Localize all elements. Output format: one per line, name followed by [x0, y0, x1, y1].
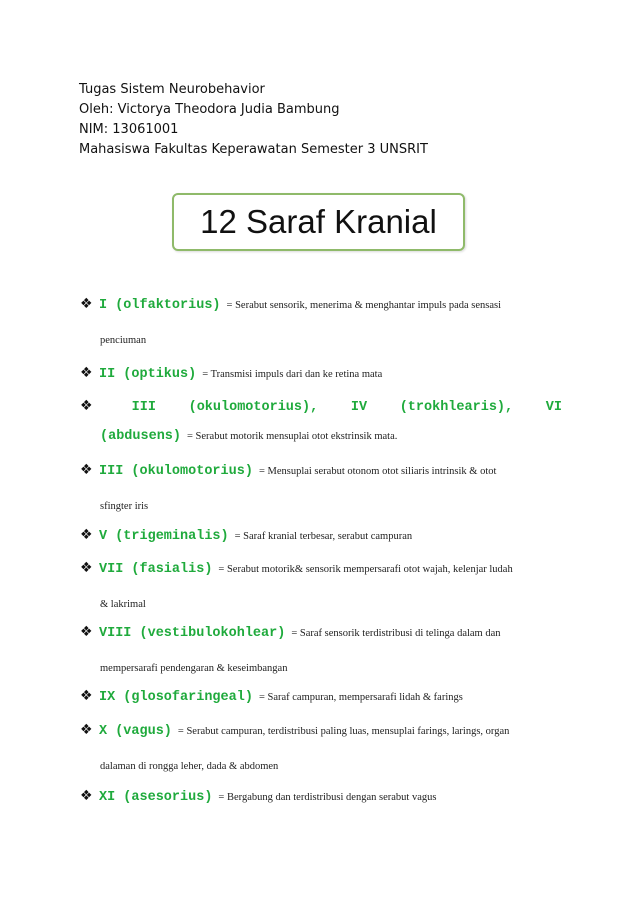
list-item-fasialis — [80, 558, 513, 615]
header-author: Oleh: Victorya Theodora Judia Bambung — [79, 102, 340, 117]
title-box — [172, 193, 465, 251]
header-nim: NIM: 13061001 — [79, 122, 179, 137]
list-item-glosofaringeal — [80, 686, 463, 706]
nerve-term: VII (fasialis) — [99, 562, 213, 577]
nerve-term: III (okulomotorius) — [99, 464, 253, 479]
nerve-term: (abdusens) — [100, 429, 182, 444]
list-item-vestibulokohlear — [80, 622, 501, 679]
diamond-bullet-icon: ❖ — [80, 296, 93, 312]
nerve-desc: = Saraf kranial terbesar, serabut campuran — [234, 531, 413, 542]
list-item-optikus — [80, 363, 382, 383]
nerve-desc: = Serabut campuran, terdistribusi paling luas, mensuplai farings, larings, organ — [177, 726, 510, 737]
nerve-desc: = Serabut motorik mensuplai otot ekstrinsik mata. — [187, 431, 398, 442]
list-item-eye-motor — [80, 396, 562, 448]
nerve-desc: = Mensuplai serabut otonom otot siliaris intrinsik & otot — [258, 466, 497, 477]
nerve-desc: = Saraf campuran, mempersarafi lidah & farings — [258, 692, 463, 703]
nerve-desc-cont: sfingter iris — [100, 501, 149, 512]
nerve-term: IX (glosofaringeal) — [99, 690, 253, 705]
diamond-bullet-icon: ❖ — [80, 398, 93, 414]
list-item-trigeminalis — [80, 525, 412, 545]
diamond-bullet-icon: ❖ — [80, 560, 93, 576]
nerve-term: XI (asesorius) — [99, 790, 213, 805]
diamond-bullet-icon: ❖ — [80, 688, 93, 704]
nerve-term-part: IV — [350, 400, 368, 415]
nerve-term-part: (okulomotorius), — [188, 400, 319, 415]
nerve-desc-cont: & lakrimal — [100, 599, 146, 610]
nerve-term: VIII (vestibulokohlear) — [99, 626, 286, 641]
document-header — [79, 80, 579, 160]
diamond-bullet-icon: ❖ — [80, 722, 93, 738]
nerve-term: V (trigeminalis) — [99, 529, 229, 544]
nerve-term-part: III — [131, 400, 156, 415]
nerve-desc-cont: mempersarafi pendengaran & keseimbangan — [100, 663, 288, 674]
diamond-bullet-icon: ❖ — [80, 365, 93, 381]
nerve-desc-cont: penciuman — [100, 335, 147, 346]
diamond-bullet-icon: ❖ — [80, 462, 93, 478]
page-title: 12 Saraf Kranial — [200, 203, 437, 240]
nerve-desc: = Serabut sensorik, menerima & menghantar impuls pada sensasi — [226, 300, 502, 311]
list-item-asesorius — [80, 786, 436, 806]
nerve-term-part: (trokhlearis), — [399, 400, 514, 415]
nerve-term-part: VI — [545, 400, 562, 415]
list-item-okulomotorius — [80, 460, 496, 517]
diamond-bullet-icon: ❖ — [80, 788, 93, 804]
header-affiliation: Mahasiswa Fakultas Keperawatan Semester 3 UNSRIT — [79, 142, 428, 157]
list-item-vagus — [80, 720, 509, 777]
nerve-desc: = Bergabung dan terdistribusi dengan serabut vagus — [218, 792, 437, 803]
list-item-olfaktorius — [80, 294, 501, 351]
nerve-term: I (olfaktorius) — [99, 298, 221, 313]
diamond-bullet-icon: ❖ — [80, 624, 93, 640]
nerve-desc: = Transmisi impuls dari dan ke retina mata — [202, 369, 383, 380]
diamond-bullet-icon: ❖ — [80, 527, 93, 543]
nerve-desc: = Serabut motorik& sensorik mempersarafi otot wajah, kelenjar ludah — [218, 564, 513, 575]
nerve-term: X (vagus) — [99, 724, 172, 739]
nerve-desc-cont: dalaman di rongga leher, dada & abdomen — [100, 761, 279, 772]
nerve-term: II (optikus) — [99, 367, 197, 382]
header-assignment: Tugas Sistem Neurobehavior — [79, 82, 265, 97]
nerve-desc: = Saraf sensorik terdistribusi di telinga dalam dan — [291, 628, 501, 639]
